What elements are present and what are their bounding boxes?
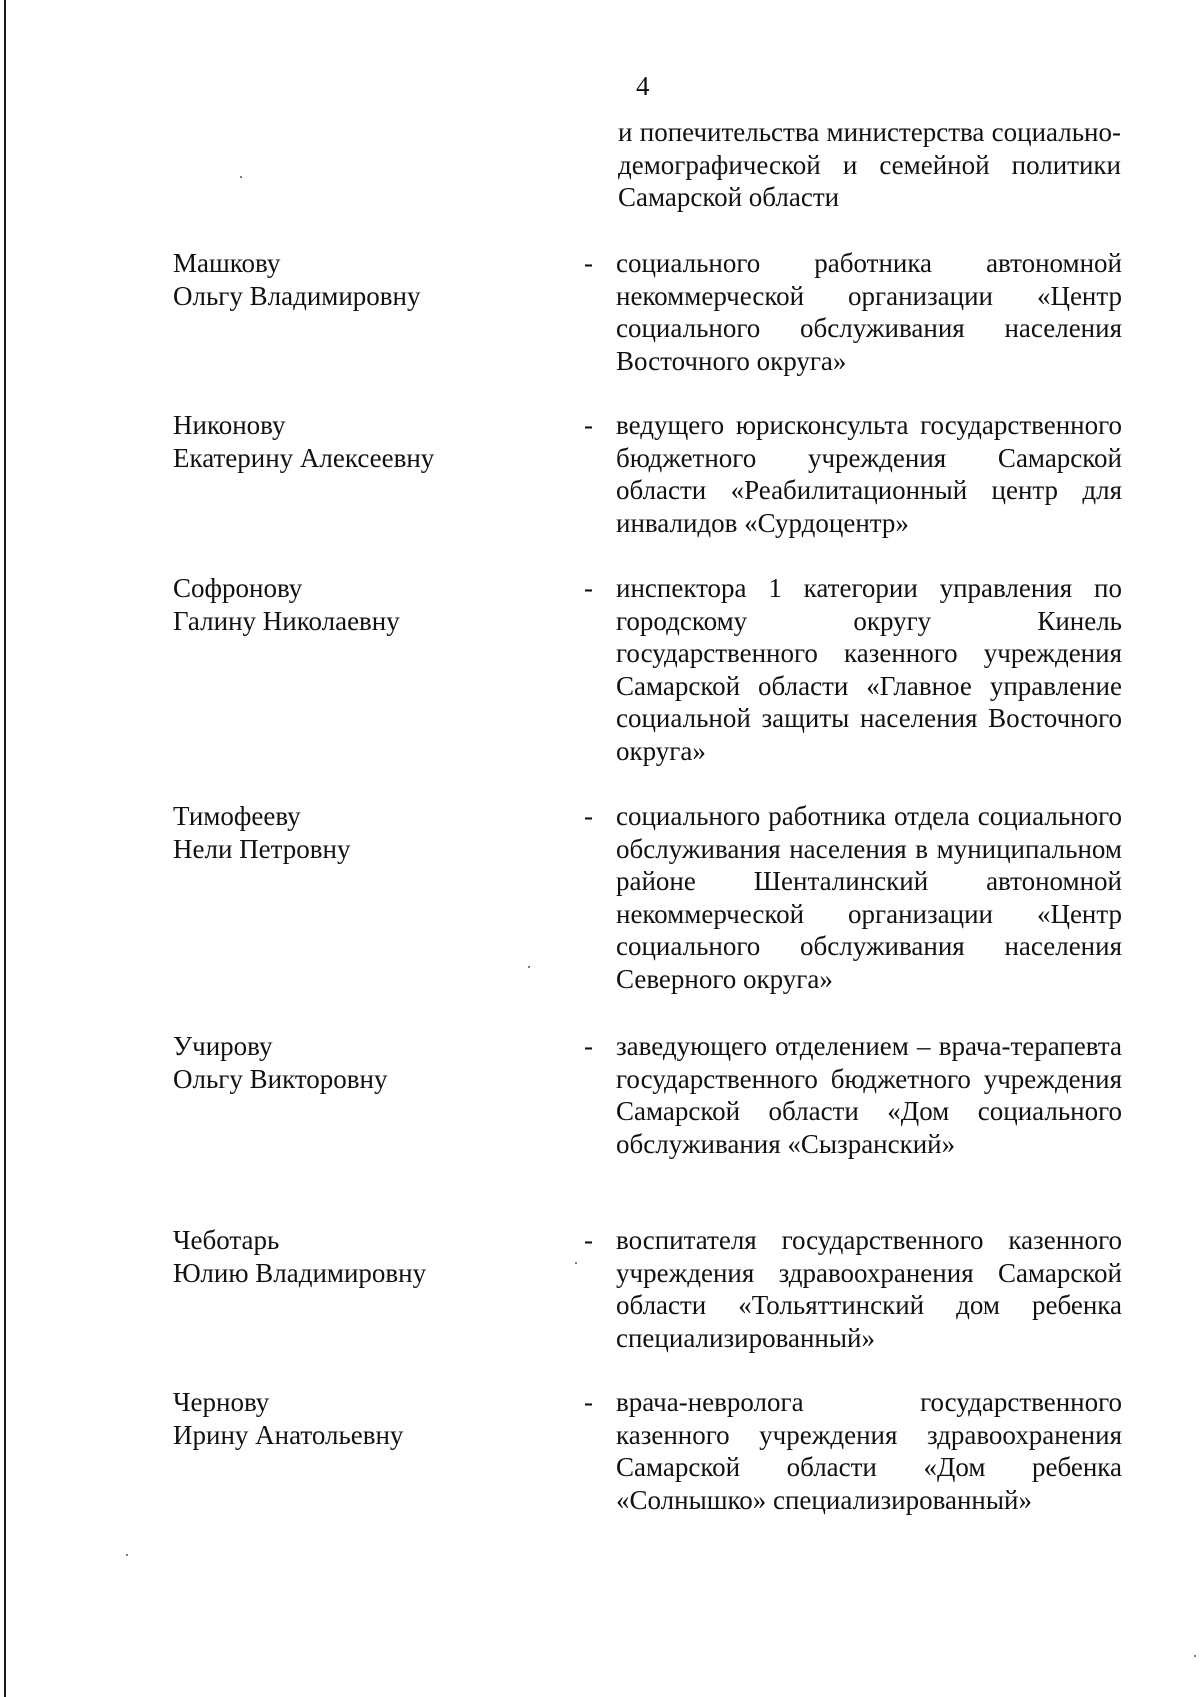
scan-speck [528,966,530,968]
person-surname: Софронову [173,573,303,603]
person-name [173,800,350,865]
person-surname: Никонову [173,410,286,440]
person-surname: Тимофееву [173,801,301,831]
scan-speck [126,1554,128,1556]
person-given-names: Нели Петровну [173,833,351,864]
position-description: ведущего юрисконсульта государственного бюджетного учреждения Самарской области «Реабилитационный центр для инвалидов «Сурдоцентр» [616,410,1122,538]
person-surname: Машкову [173,248,281,278]
scan-speck [575,1262,577,1264]
entry-dash: - [584,248,593,278]
position-description: заведующего отделением – врача-терапевта государственного бюджетного учреждения Самарской области «Дом социального обслуживания «Сызранский» [616,1031,1122,1159]
person-given-names: Ольгу Викторовну [173,1063,388,1094]
entry-dash: - [584,573,593,603]
person-given-names: Галину Николаевну [173,605,400,636]
person-name [173,409,434,474]
entry-dash: - [584,410,593,440]
person-name [173,1030,387,1095]
scan-speck [240,176,242,178]
binding-edge-line [4,0,6,1697]
position-description: социального работника отдела социального обслуживания населения в муниципальном районе Шенталинский автономной некоммерческой организации «Центр социального обслуживания населения Северного округа» [616,801,1122,994]
position-description: воспитателя государственного казенного учреждения здравоохранения Самарской области «Тольяттинский дом ребенка специализированный» [616,1225,1122,1353]
continued-text: и попечительства министерства социально-демографической и семейной политики Самарской области [618,117,1121,212]
person-given-names: Ирину Анатольевну [173,1419,404,1450]
person-surname: Учирову [173,1031,273,1061]
entry-dash: - [584,1387,593,1417]
position-description: социального работника автономной некоммерческой организации «Центр социального обслуживания населения Восточного округа» [616,248,1122,376]
entry-dash: - [584,801,593,831]
entry-dash: - [584,1225,593,1255]
person-surname: Чеботарь [173,1225,280,1255]
entry-dash: - [584,1031,593,1061]
scan-speck [1194,1655,1196,1657]
page-number: 4 [636,71,650,101]
position-description: врача-невролога государственного казенного учреждения здравоохранения Самарской области «Дом ребенка «Солнышко» специализированный» [616,1387,1122,1515]
person-given-names: Юлию Владимировну [173,1257,427,1288]
position-description: инспектора 1 категории управления по городскому округу Кинель государственного казенного учреждения Самарской области «Главное управление социальной защиты населения Восточного округа» [616,573,1122,766]
person-given-names: Екатерину Алексеевну [173,442,435,473]
person-given-names: Ольгу Владимировну [173,280,421,311]
person-surname: Чернову [173,1387,270,1417]
person-name [173,1386,403,1451]
person-name [173,1224,426,1289]
person-name [173,247,421,312]
person-name [173,572,400,637]
